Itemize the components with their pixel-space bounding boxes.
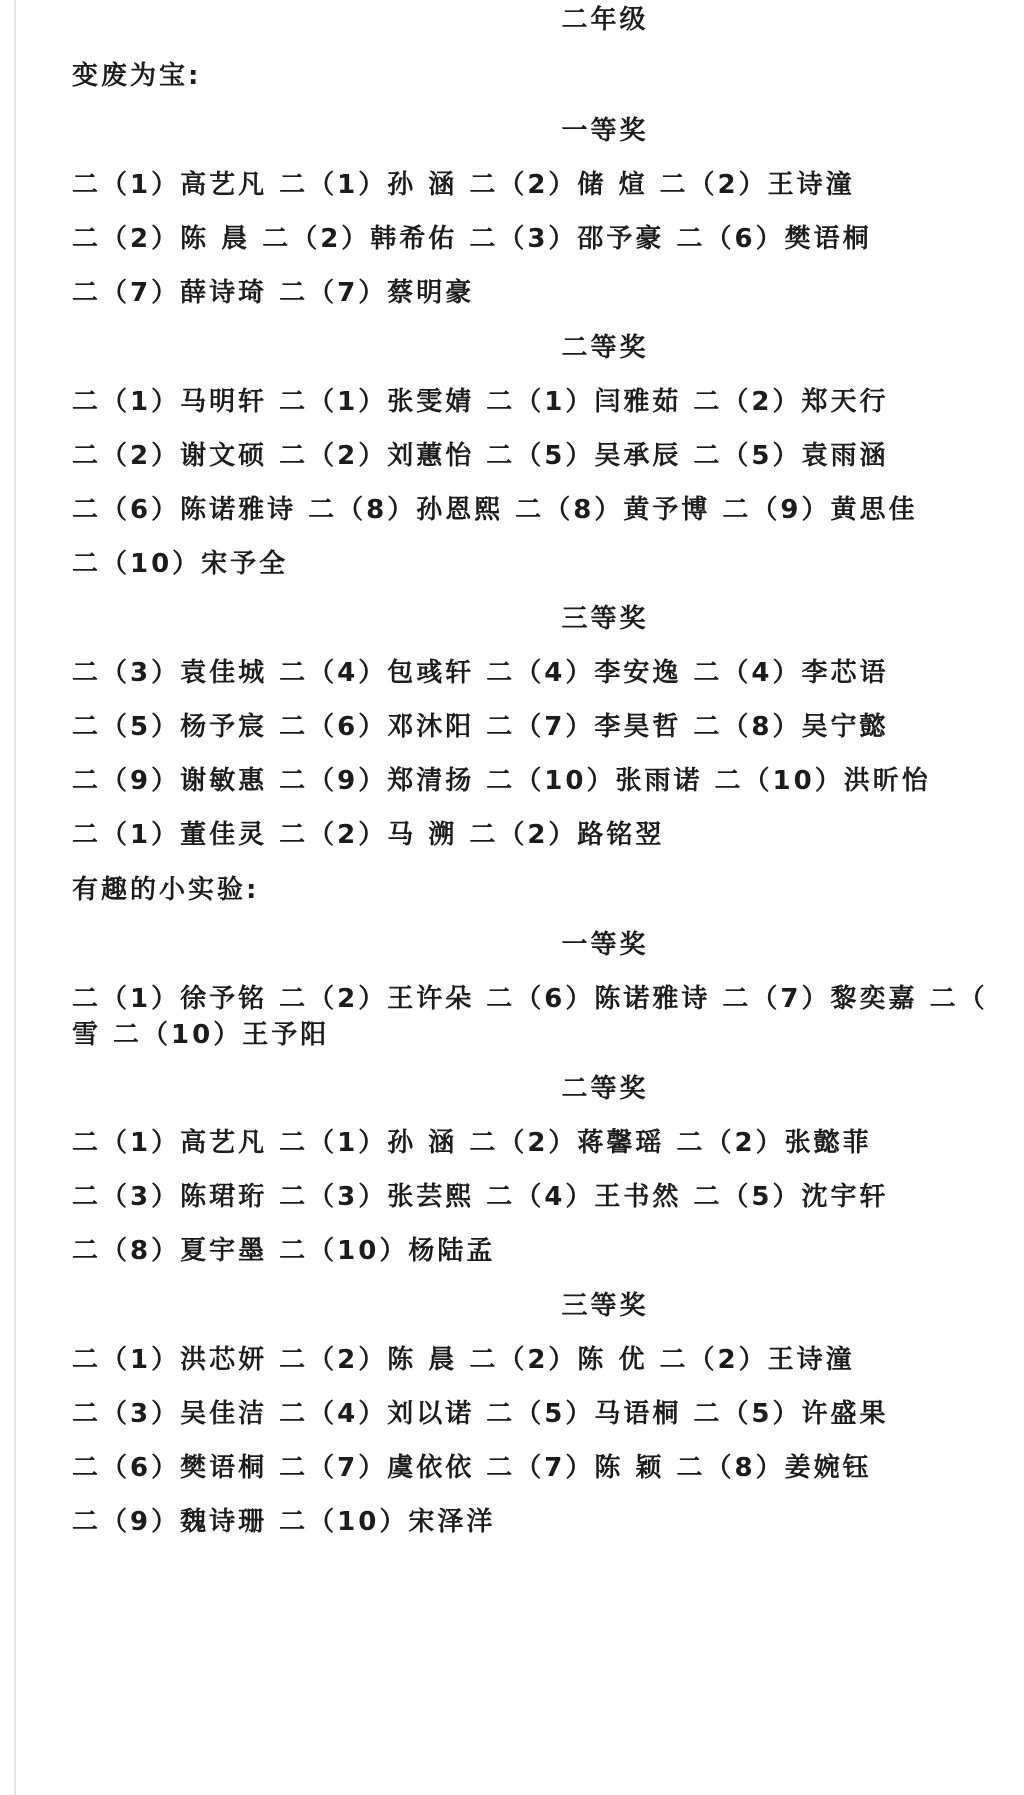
winner-line: 二（2）谢文硕 二（2）刘蕙怡 二（5）吴承辰 二（5）袁雨涵 [72, 441, 889, 471]
winner-line: 二（1）马明轩 二（1）张雯婧 二（1）闫雅茹 二（2）郑天行 [72, 387, 889, 417]
winner-line: 二（3）陈珺珩 二（3）张芸熙 二（4）王书然 二（5）沈宇轩 [72, 1182, 889, 1212]
winner-line: 二（5）杨予宸 二（6）邓沐阳 二（7）李昊哲 二（8）吴宁懿 [72, 712, 889, 742]
prize-heading: 三等奖 [561, 604, 649, 634]
grade-title: 二年级 [561, 5, 649, 35]
winner-line: 二（1）高艺凡 二（1）孙 涵 二（2）储 煊 二（2）王诗潼 [72, 170, 855, 200]
section-title-recycling: 变废为宝: [72, 61, 202, 91]
winner-line: 二（1）董佳灵 二（2）马 溯 二（2）路铭翌 [72, 820, 665, 850]
winner-line: 二（1）洪芯妍 二（2）陈 晨 二（2）陈 优 二（2）王诗潼 [72, 1345, 855, 1375]
winner-line: 二（8）夏宇墨 二（10）杨陆孟 [72, 1236, 496, 1266]
section-title-experiments: 有趣的小实验: [72, 875, 260, 905]
winner-line: 二（6）樊语桐 二（7）虞依依 二（7）陈 颖 二（8）姜婉钰 [72, 1453, 872, 1483]
prize-heading: 一等奖 [561, 116, 649, 146]
winner-line: 二（9）谢敏惠 二（9）郑清扬 二（10）张雨诺 二（10）洪昕怡 [72, 766, 931, 796]
winner-line: 二（2）陈 晨 二（2）韩希佑 二（3）邵予豪 二（6）樊语桐 [72, 224, 872, 254]
winner-line: 二（3）吴佳洁 二（4）刘以诺 二（5）马语桐 二（5）许盛果 [72, 1399, 889, 1429]
winner-line: 二（10）宋予全 [72, 549, 289, 579]
prize-heading: 一等奖 [561, 930, 649, 960]
winner-line: 二（9）魏诗珊 二（10）宋泽洋 [72, 1507, 496, 1537]
winner-line: 二（6）陈诺雅诗 二（8）孙恩熙 二（8）黄予博 二（9）黄思佳 [72, 495, 918, 525]
winner-line: 二（1）高艺凡 二（1）孙 涵 二（2）蒋馨瑶 二（2）张懿菲 [72, 1128, 872, 1158]
winner-line: 二（7）薛诗琦 二（7）蔡明豪 [72, 278, 475, 308]
winner-line: 二（3）袁佳城 二（4）包彧轩 二（4）李安逸 二（4）李芯语 [72, 658, 889, 688]
prize-heading: 三等奖 [561, 1291, 649, 1321]
prize-heading: 二等奖 [561, 333, 649, 363]
prize-heading: 二等奖 [561, 1074, 649, 1104]
winner-line: 二（1）徐予铭 二（2）王许朵 二（6）陈诺雅诗 二（7）黎奕嘉 二（ [72, 984, 988, 1014]
winner-line: 雪 二（10）王予阳 [72, 1020, 330, 1050]
